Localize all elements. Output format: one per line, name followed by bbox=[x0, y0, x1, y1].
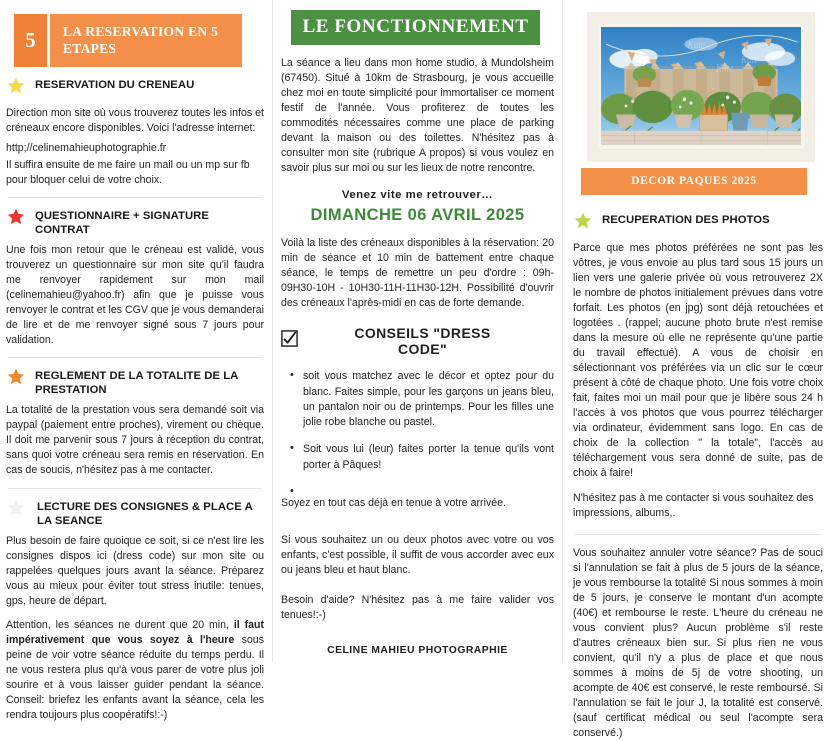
tenue-arrivee-paragraph: Soyez en tout cas déjà en tenue à votre arrivée. bbox=[281, 496, 506, 509]
lecture-paragraph: Plus besoin de faire quoique ce soit, si ce n'est lire les consignes dispos ici (dress code) sur mon site ou rappelées quelques jours avant la séance. Préparez vous au mieux pour éviter tout stress inutile: tenues, gps, heure de départ. bbox=[6, 534, 264, 607]
middle-column bbox=[272, 0, 562, 662]
list-item bbox=[303, 485, 554, 487]
section-header-reglement bbox=[6, 368, 264, 397]
attention-text-bold: il faut impérativement que vous soyez à l'heure bbox=[6, 618, 264, 646]
banner-title: LA RESERVATION EN 5 ETAPES bbox=[50, 14, 242, 67]
slots-paragraph: Voilà la liste des créneaux disponibles à la réservation: 20 min de séance et 10 min de battement entre chaque séance, le temps de remettre un peu d'ordre : 09h- 09H30-10H - 10H30-11H-11H30-12H. Possibilité d'ouvrir des créneaux l'après-midi en cas de forte demande. bbox=[281, 237, 554, 310]
website-link[interactable]: http;//celinemahieuphotographie.fr bbox=[6, 141, 167, 154]
section-title: RESERVATION DU CRENEAU bbox=[35, 78, 195, 91]
invite-line: Venez vite me retrouver… bbox=[341, 189, 494, 202]
section-header-reservation-creneau bbox=[6, 77, 264, 100]
dress-code-list bbox=[281, 369, 554, 487]
reservation-paragraph: Direction mon site où vous trouverez toutes les infos et créneaux encore disponibles. Voici l'adresse internet: bbox=[6, 106, 264, 134]
questionnaire-paragraph: Une fois mon retour que le créneau est validé, vous trouverez un questionnaire sur mon site qu'il faudra me renvoyer rapidement sur mon mail (celinemahieu@yahoo.fr) afin que je puisse vous renvoyer le contrat et les CGV que je vous demanderai de lire et de me renvoyer signé sous 7 jours pour validation. bbox=[6, 243, 264, 347]
divider bbox=[575, 534, 821, 535]
watermark-text: Kate bbox=[687, 39, 705, 52]
right-column bbox=[562, 0, 831, 739]
reservation-paragraph-2: Il suffira ensuite de me faire un mail ou un mp sur fb pour bloquer celui de votre choix. bbox=[6, 158, 250, 186]
reglement-paragraph: La totalité de la prestation vous sera demandé soit via paypal (paiement entre proches), virement ou chèque. Il doit me parvenir sous 7 jours à réception du contrat, sans quoi votre créneau sera remis en réservation. En cas de soucis, n'hésitez pas à me contacter. bbox=[6, 404, 264, 477]
recuperation-paragraph: Parce que mes photos préférées ne sont pas les vôtres, je vous envoie au plus tard sous 15 jours un lien vers une galerie privée où vous retrouverez 2X le nombre de photos initialement prévues dans votre forfait. Les photos (en jpg) sont déjà retouchées et logotées . (rappel; aucune photo brute n'est remise dans la mesure où elle ne représente qu'une partie du travail effectué). A vous de choisir en sélectionnant vos préférées via un clic sur le cœur présent à côté de chaque photo. Une fois votre choix fait, faites moi un mail pour que je libère sous 24 h l'accès à vos photos que vous pourrez télécharger via ordinateur, évidemment sans logo. En cas de choix de la collection " la totale", l'accès au téléchargement vous sera donné de suite, pas de choix à faire! bbox=[573, 242, 823, 480]
decor-banner: DECOR PAQUES 2025 bbox=[581, 168, 807, 195]
section-title: RECUPERATION DES PHOTOS bbox=[602, 214, 770, 226]
attention-text-2: sous peine de voir votre séance réduite du temps perdu. Il ne vous restera plus qu'à vous parer de votre plus joli sourire et à vous laisser guider pendant la séance. Conseil: briefez les enfants avant la séance, cela les rendra toujours plus coopératifs!:-) bbox=[6, 633, 264, 722]
section-header-questionnaire bbox=[6, 208, 264, 237]
star-icon bbox=[573, 211, 595, 235]
divider bbox=[8, 197, 262, 198]
section-title: QUESTIONNAIRE + SIGNATURE CONTRAT bbox=[35, 209, 209, 236]
signature: CELINE MAHIEU PHOTOGRAPHIE bbox=[327, 645, 508, 657]
star-icon bbox=[6, 76, 28, 100]
divider bbox=[8, 357, 262, 358]
section-header-recuperation-photos bbox=[573, 212, 823, 235]
contact-paragraph: N'hésitez pas à me contacter si vous souhaitez des impressions, albums,. bbox=[573, 491, 814, 519]
easter-garden-decor-photo bbox=[598, 24, 804, 148]
divider bbox=[8, 488, 262, 489]
fonctionnement-banner: LE FONCTIONNEMENT bbox=[291, 10, 540, 45]
star-icon bbox=[6, 367, 28, 391]
attention-text-1: Attention, les séances ne durent que 20 min, bbox=[6, 618, 234, 631]
banner-number: 5 bbox=[14, 14, 47, 67]
star-icon bbox=[6, 207, 28, 231]
session-date: DIMANCHE 06 AVRIL 2025 bbox=[310, 206, 525, 225]
cancellation-paragraph: Vous souhaitez annuler votre séance? Pas de souci si l'annulation se fait à plus de 5 jours de la séance, je vous rembourse la totalité Si nous sommes à moin de 5 jours, je conserve le montant d'un acompte (40€) et rembourse le reste. L'heure du créneau ne vous convient plus? Aucun problème s'il reste d'autres créneaux bien sur. Si plus rien ne vous convient, qu'il n'y a plus de place et que nous sommes à moins de 5j de votre shooting, un acompte de 40€ est conservé, le reste remboursé. Si l'annulation se fait le jour J, la totalité est conservé. (sauf certificat médical ou seul l'acompte sera conservé.) bbox=[573, 546, 823, 739]
section-title: REGLEMENT DE LA TOTALITE DE LA PRESTATION bbox=[35, 370, 238, 397]
reservation-banner bbox=[14, 14, 242, 67]
list-item: • Soit vous lui (leur) faites porter la tenue qu'ils vont porter à Pâques! bbox=[303, 442, 554, 473]
intro-paragraph: La séance a lieu dans mon home studio, à Mundolsheim (67450). Situé à 10km de Strasbourg, je vous accueille chez moi en toute simplicité pour immortaliser ce moment festif de l'année. Vous profiterez de toutes les commodités nécessaires comme une place de parking devant la maison ou des toilettes. N'hésitez pas à consulter mon site (rubrique A propos) si vous voulez en savoir plus sur moi ou sur les lieux de notre rencontre. bbox=[281, 57, 554, 175]
photos-enfants-paragraph: Si vous souhaitez un ou deux photos avec votre ou vos enfants, c'est possible, il suffit de vous accorder avec eux ou jeans bleu et haut blanc. bbox=[281, 533, 554, 576]
attention-paragraph bbox=[6, 618, 264, 723]
checkbox-checked-icon bbox=[281, 330, 307, 352]
section-header-dress-code bbox=[281, 325, 554, 357]
section-header-lecture-consignes bbox=[6, 499, 264, 528]
photo-frame bbox=[587, 12, 815, 162]
list-item: • soit vous matchez avec le décor et optez pour du blanc. Faites simple, pour les garçons un jeans bleu, un pantalon noir ou de printemps. Pour les filles une jolie robe blanche ou pastel. bbox=[303, 369, 554, 430]
section-title: CONSEILS "DRESS CODE" bbox=[354, 325, 491, 358]
star-icon bbox=[6, 498, 28, 522]
watermark-text: Kate bbox=[741, 54, 759, 67]
besoin-aide-paragraph: Besoin d'aide? N'hésitez pas à me faire valider vos tenues!:-) bbox=[281, 594, 554, 622]
left-column bbox=[0, 0, 272, 722]
section-title: LECTURE DES CONSIGNES & PLACE A LA SEANCE bbox=[37, 500, 253, 527]
watermark-text: Kate bbox=[716, 63, 734, 75]
